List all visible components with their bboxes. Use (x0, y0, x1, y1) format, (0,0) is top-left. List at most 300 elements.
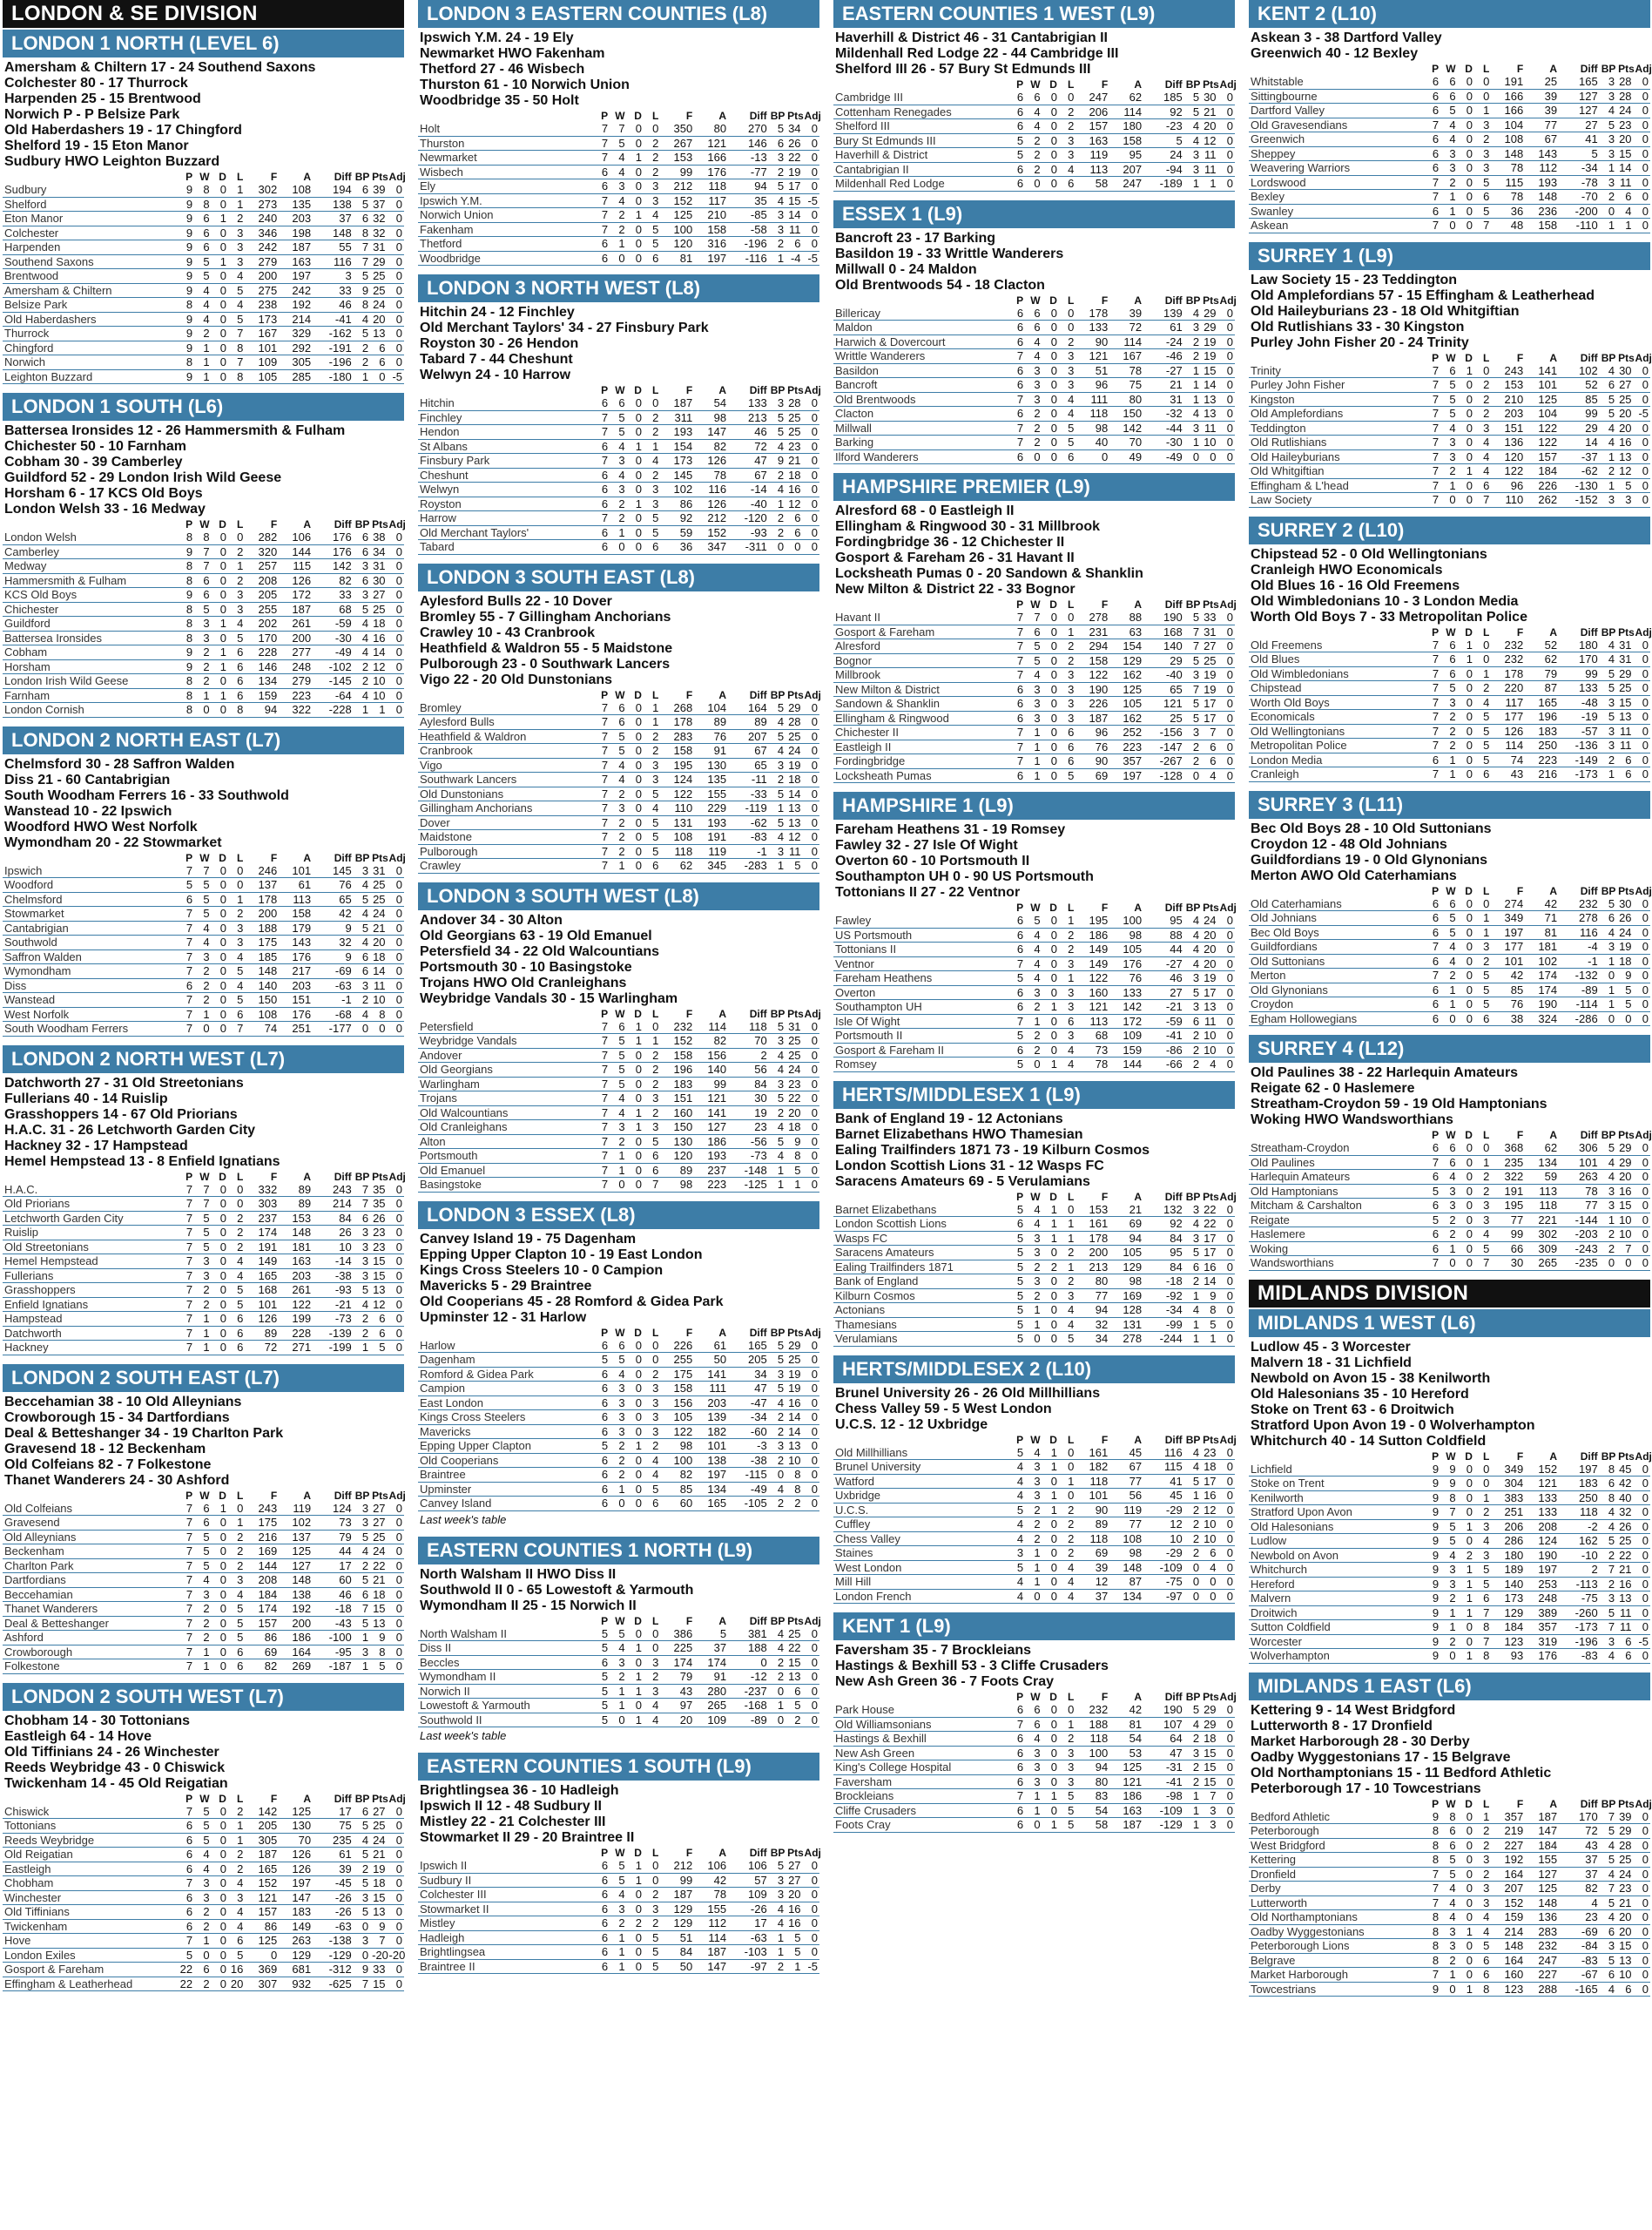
stat-cell: 7 (1424, 1867, 1440, 1882)
team-name: St Albans (418, 439, 593, 454)
stat-cell: 6 (1008, 697, 1025, 712)
stat-cell: 320 (245, 544, 279, 559)
stat-cell: 5 (178, 1948, 194, 1963)
stat-cell: 0 (1059, 611, 1075, 625)
team-name: Stoke on Trent (1249, 1477, 1424, 1491)
stat-cell: 122 (1525, 421, 1559, 436)
stat-cell: 2 (786, 1497, 802, 1511)
stat-cell: 0 (1201, 1589, 1217, 1604)
result-line: Deal & Betteshanger 34 - 19 Charlton Park (4, 1425, 284, 1441)
stat-cell: 27 (1616, 378, 1633, 393)
stat-cell: 5 (769, 815, 786, 830)
team-name: Havant II (833, 611, 1008, 625)
team-name: Heathfield & Waldron (418, 729, 593, 744)
stat-cell: 4 (228, 1905, 245, 1920)
table-row (418, 1641, 819, 1656)
result-line: Grasshoppers 14 - 67 Old Priorians (4, 1106, 238, 1122)
stat-cell: 6 (228, 1934, 245, 1949)
stat-cell: 4 (610, 758, 626, 773)
team-name: Writtle Wanderers (833, 349, 1008, 364)
stat-cell: 0 (388, 1007, 404, 1022)
stat-cell: 76 (1109, 971, 1143, 986)
stat-cell: 4 (354, 631, 370, 645)
stat-cell: 158 (660, 744, 694, 759)
stat-cell: 7 (194, 864, 211, 878)
stat-cell: 7 (1008, 1014, 1025, 1029)
stat-cell: 7 (1008, 1789, 1025, 1804)
column-header: W (615, 110, 625, 122)
team-name: Old Emanuel (418, 1163, 593, 1178)
column-header: W (1446, 1129, 1456, 1141)
stat-cell: 0 (1042, 162, 1059, 177)
table-row (1249, 911, 1650, 926)
stat-cell: 29 (1143, 653, 1184, 668)
stat-cell: 19 (786, 1382, 802, 1396)
result-line: Thanet Wanderers 24 - 30 Ashford (4, 1472, 230, 1488)
result-line: Ipswich II 12 - 48 Sudbury II (420, 1799, 602, 1814)
stat-cell: 6 (644, 1149, 660, 1164)
table-row (3, 298, 404, 313)
stat-cell: 0 (627, 1959, 644, 1974)
stat-cell: 7 (1424, 724, 1440, 739)
column-header (418, 1616, 593, 1627)
stat-cell: 7 (178, 1007, 194, 1022)
results-list (3, 57, 404, 172)
stat-cell: 113 (1075, 1014, 1109, 1029)
stat-cell: 159 (1491, 1910, 1525, 1925)
stat-cell: 200 (245, 269, 279, 284)
stat-cell: -30 (313, 631, 354, 645)
stat-cell: 8 (1600, 1463, 1616, 1477)
stat-cell: 1 (1025, 754, 1042, 769)
stat-cell: 68 (1075, 1029, 1109, 1044)
stat-cell: 148 (245, 964, 279, 979)
stat-cell: -85 (728, 208, 769, 223)
stat-cell: 1 (1458, 1591, 1474, 1606)
stat-cell: 6 (593, 1945, 610, 1960)
stat-cell: 16 (786, 1902, 802, 1916)
column-header (833, 1192, 1008, 1203)
stat-cell: 10 (1201, 1029, 1217, 1044)
table-header-row (418, 690, 819, 701)
team-name: Ludlow (1249, 1534, 1424, 1549)
stat-cell: 85 (1491, 983, 1525, 997)
result-line: Canvey Island 19 - 75 Dagenham (420, 1231, 637, 1247)
stat-cell: 7 (178, 1573, 194, 1588)
stat-cell: 121 (245, 1890, 279, 1905)
stat-cell: 122 (1075, 971, 1109, 986)
stat-cell: 4 (1440, 421, 1457, 436)
stat-cell: 0 (1458, 1477, 1474, 1491)
result-line: Thurston 61 - 10 Norwich Union (420, 78, 630, 92)
stat-cell: 119 (279, 1502, 313, 1516)
stat-cell: 9 (1440, 1463, 1457, 1477)
stat-cell: 0 (644, 1627, 660, 1641)
stat-cell: 190 (1075, 682, 1109, 697)
stat-cell: 278 (1559, 911, 1600, 926)
table-row (833, 697, 1235, 712)
results-list (418, 910, 819, 1009)
stat-cell: 1 (1440, 1605, 1457, 1620)
results-list (833, 228, 1235, 295)
column-header: D (1465, 884, 1473, 897)
stat-cell: -4 (1559, 940, 1600, 955)
stat-cell: 82 (313, 573, 354, 588)
stat-cell: 0 (627, 1655, 644, 1670)
stat-cell: 1 (1042, 1231, 1059, 1246)
table-header-row (1249, 64, 1650, 75)
column-header: F (1101, 1433, 1109, 1446)
stat-cell: 0 (1634, 392, 1650, 407)
stat-cell: 0 (627, 729, 644, 744)
stat-cell: 6 (178, 1919, 194, 1934)
stat-cell: 25 (786, 1048, 802, 1063)
stat-cell: 90 (1075, 334, 1109, 349)
stat-cell: 2 (769, 1105, 786, 1120)
stat-cell: 243 (245, 1502, 279, 1516)
stat-cell: 101 (245, 341, 279, 355)
column-header: Adj (1635, 63, 1652, 75)
stat-cell: 187 (1075, 711, 1109, 726)
stat-cell: 41 (1143, 1474, 1184, 1489)
stat-cell: 3 (1025, 1774, 1042, 1789)
stat-cell: 1 (1600, 1213, 1616, 1227)
stat-cell: 176 (279, 949, 313, 964)
league-section (1249, 242, 1650, 508)
result-line: Norwich P - P Belsize Park (4, 107, 180, 122)
stat-cell: 1 (228, 1819, 245, 1834)
table-row (1249, 1256, 1650, 1271)
table-row (418, 497, 819, 511)
table-row (1249, 1824, 1650, 1839)
team-name: Crowborough (3, 1645, 178, 1659)
stat-cell: 4 (769, 439, 786, 454)
stat-cell: 2 (1474, 1505, 1491, 1520)
team-name: Letchworth Garden City (3, 1211, 178, 1226)
stat-cell: 0 (212, 964, 228, 979)
stat-cell: 0 (627, 1395, 644, 1410)
column-header: BP (770, 688, 786, 701)
league-section (1249, 0, 1650, 233)
stat-cell: 79 (313, 1530, 354, 1544)
stat-cell: 1 (610, 1149, 626, 1164)
stat-cell: 0 (1458, 940, 1474, 955)
stat-cell: 0 (1042, 668, 1059, 683)
table-header-row (3, 1794, 404, 1805)
stat-cell: 4 (610, 1888, 626, 1902)
table-header-row (1249, 1130, 1650, 1141)
stat-cell: 6 (354, 1587, 370, 1602)
stat-cell: 182 (694, 1424, 728, 1439)
stat-cell: 133 (1559, 681, 1600, 696)
stat-cell: 6 (354, 544, 370, 559)
team-name: Hitchin (418, 396, 593, 410)
stat-cell: 0 (803, 396, 819, 410)
stat-cell: 5 (1600, 118, 1616, 132)
result-line: Chichester 50 - 10 Farnham (4, 439, 186, 454)
stat-cell: 117 (694, 193, 728, 208)
stat-cell: 6 (644, 540, 660, 555)
stat-cell: 3 (194, 1587, 211, 1602)
stat-cell: 142 (245, 1805, 279, 1819)
stat-cell: 0 (1458, 1968, 1474, 1983)
stat-cell: 0 (627, 122, 644, 136)
stat-cell: 43 (1491, 767, 1525, 782)
column-header: P (1016, 1691, 1024, 1703)
stat-cell: 144 (279, 544, 313, 559)
stat-cell: 7 (1424, 652, 1440, 667)
stat-cell: 9 (1424, 1463, 1440, 1477)
stat-cell: 4 (228, 1254, 245, 1269)
column-header: F (1516, 1129, 1524, 1141)
stat-cell: 4 (1440, 940, 1457, 955)
stat-cell: 0 (803, 815, 819, 830)
stat-cell: 4 (1600, 436, 1616, 450)
table-row (418, 1105, 819, 1120)
stat-cell: 66 (1491, 1241, 1525, 1256)
stat-cell: 165 (694, 1497, 728, 1511)
stat-cell: 6 (1616, 1982, 1633, 1997)
stat-cell: 1 (610, 1684, 626, 1699)
table-row (833, 1774, 1235, 1789)
stat-cell: 6 (178, 1905, 194, 1920)
stat-cell: -48 (1559, 695, 1600, 710)
stat-cell: 4 (1440, 1882, 1457, 1896)
stat-cell: 0 (1458, 1199, 1474, 1213)
team-name: Wanstead (3, 993, 178, 1008)
stat-cell: 1 (194, 688, 211, 703)
stat-cell: 226 (1525, 478, 1559, 493)
stat-cell: 3 (1600, 146, 1616, 161)
stat-cell: 130 (279, 1819, 313, 1834)
stat-cell: 0 (1218, 914, 1235, 928)
stat-cell: 274 (1491, 897, 1525, 911)
column-header: L (1068, 78, 1075, 91)
stat-cell: 166 (1491, 104, 1525, 118)
stat-cell: 2 (1025, 436, 1042, 450)
team-name: Old Amplefordians (1249, 407, 1424, 422)
stat-cell: 3 (354, 1240, 370, 1254)
table-row (3, 588, 404, 603)
stat-cell: 4 (769, 744, 786, 759)
team-name: Old Colfeians (3, 1502, 178, 1516)
stat-cell: 2 (1600, 1577, 1616, 1591)
table-row (833, 1575, 1235, 1590)
stat-cell: 152 (1491, 1896, 1525, 1910)
stat-cell: 125 (279, 1544, 313, 1559)
table-row (3, 688, 404, 703)
table-row (833, 1231, 1235, 1246)
team-name: Maldon (833, 321, 1008, 335)
stat-cell: 23 (1616, 118, 1633, 132)
stat-cell: -41 (1143, 1029, 1184, 1044)
stat-cell: 381 (728, 1627, 769, 1641)
stat-cell: 0 (1634, 739, 1650, 753)
table-row (3, 1211, 404, 1226)
result-line: Battersea Ironsides 12 - 26 Hammersmith & Fulham (4, 423, 346, 438)
result-line: Chipstead 52 - 0 Old Wellingtonians (1251, 546, 1487, 562)
stat-cell: 5 (610, 1353, 626, 1368)
stat-cell: 203 (279, 978, 313, 993)
team-name: Campion (418, 1382, 593, 1396)
stat-cell: 0 (1634, 1477, 1650, 1491)
stat-cell: 6 (610, 715, 626, 730)
stat-cell: -97 (728, 1959, 769, 1974)
table-row (418, 815, 819, 830)
standings-table (1249, 64, 1650, 233)
result-line: Chess Valley 59 - 5 West London (835, 1401, 1052, 1416)
stat-cell: 6 (228, 1341, 245, 1355)
stat-cell: 6 (593, 1410, 610, 1425)
column-header: P (601, 384, 609, 396)
stat-cell: 50 (694, 1353, 728, 1368)
stat-cell: 21 (370, 1848, 387, 1862)
stat-cell: 206 (1491, 1519, 1525, 1534)
stat-cell: 0 (769, 540, 786, 555)
stat-cell: 2 (228, 1211, 245, 1226)
stat-cell: 2 (610, 844, 626, 859)
team-name: Norwich Union (418, 208, 593, 223)
stat-cell: 2 (1059, 1531, 1075, 1546)
stat-cell: 7 (593, 122, 610, 136)
stat-cell: 5 (194, 1805, 211, 1819)
stat-cell: 4 (1600, 1505, 1616, 1520)
stat-cell: 1 (610, 237, 626, 252)
stat-cell: 24 (786, 744, 802, 759)
stat-cell: 98 (1109, 928, 1143, 943)
team-name: Old Johnians (1249, 911, 1424, 926)
stat-cell: 1 (1474, 666, 1491, 681)
team-name: Belsize Park (3, 298, 178, 313)
stat-cell: 0 (212, 327, 228, 341)
stat-cell: 123 (1491, 1982, 1525, 1997)
team-name: London Scottish Lions (833, 1217, 1008, 1232)
stat-cell: 1 (769, 1699, 786, 1713)
stat-cell: 76 (1491, 997, 1525, 1012)
stat-cell: 25 (786, 729, 802, 744)
stat-cell: 22 (1201, 1217, 1217, 1232)
league-title: LONDON 2 NORTH EAST (L7) (3, 726, 404, 754)
stat-cell: 0 (388, 1862, 404, 1876)
column-header: Adj (804, 1007, 821, 1020)
table-row (418, 1945, 819, 1960)
stat-cell: 31 (370, 559, 387, 574)
team-name: Eton Manor (3, 212, 178, 226)
stat-cell: 0 (1042, 1774, 1059, 1789)
stat-cell: 26 (786, 136, 802, 151)
stat-cell: 205 (728, 1353, 769, 1368)
stat-cell: 119 (694, 844, 728, 859)
table-row (1249, 753, 1650, 767)
stat-cell: 0 (228, 1197, 245, 1212)
table-row (833, 105, 1235, 119)
stat-cell: 8 (370, 1645, 387, 1659)
stat-cell: 5 (354, 1573, 370, 1588)
table-row (3, 1659, 404, 1674)
stat-cell: 5 (644, 815, 660, 830)
stat-cell: 0 (803, 1916, 819, 1931)
stat-cell: 7 (354, 1977, 370, 1991)
table-row (3, 659, 404, 674)
column-1 (3, 0, 404, 2230)
stat-cell: 316 (694, 237, 728, 252)
stat-cell: 2 (1025, 1260, 1042, 1274)
stat-cell: 6 (1025, 307, 1042, 321)
stat-cell: 114 (1491, 739, 1525, 753)
stat-cell: 65 (1143, 682, 1184, 697)
stat-cell: 12 (1143, 1517, 1184, 1532)
stat-cell: 2 (354, 674, 370, 689)
stat-cell: 197 (694, 1468, 728, 1483)
stat-cell: 61 (694, 1339, 728, 1353)
stat-cell: 2 (610, 1468, 626, 1483)
stat-cell: -128 (1143, 768, 1184, 783)
stat-cell: 13 (786, 801, 802, 816)
stat-cell: 6 (194, 573, 211, 588)
column-header: A (718, 1007, 727, 1020)
results-list (833, 1640, 1235, 1692)
stat-cell: 7 (354, 240, 370, 255)
stat-cell: 0 (1458, 724, 1474, 739)
table-row (3, 559, 404, 574)
stat-cell: 158 (1075, 653, 1109, 668)
stat-cell: 0 (388, 283, 404, 298)
stat-cell: 2 (644, 136, 660, 151)
result-line: Old Colfeians 82 - 7 Folkestone (4, 1456, 212, 1472)
stat-cell: 19 (786, 1367, 802, 1382)
stat-cell: -196 (1559, 1634, 1600, 1649)
column-header: P (1432, 1450, 1440, 1463)
stat-cell: -67 (1559, 1968, 1600, 1983)
table-row (833, 625, 1235, 639)
stat-cell: 127 (279, 1558, 313, 1573)
stat-cell: 7 (178, 1297, 194, 1312)
league-section (1249, 517, 1650, 782)
stat-cell: 5 (1440, 104, 1457, 118)
stat-cell: 152 (660, 193, 694, 208)
stat-cell: 0 (388, 327, 404, 341)
stat-cell: 227 (1491, 1838, 1525, 1853)
column-header: Diff (1164, 902, 1183, 914)
stat-cell: -13 (728, 151, 769, 166)
column-header: A (303, 518, 312, 530)
stat-cell: 0 (627, 801, 644, 816)
team-name: Lordswood (1249, 175, 1424, 190)
stat-cell: 31 (786, 1020, 802, 1034)
stat-cell: 2 (354, 1558, 370, 1573)
result-line: Southampton UH 0 - 90 US Portsmouth (835, 869, 1094, 884)
stat-cell: 5 (1600, 897, 1616, 911)
table-row (1249, 1241, 1650, 1256)
column-header: Adj (388, 1792, 406, 1805)
stat-cell: 26 (1616, 1519, 1633, 1534)
stat-cell: 322 (279, 703, 313, 718)
stat-cell: 3 (1184, 726, 1201, 740)
stat-cell: 30 (1616, 897, 1633, 911)
column-header: BP (354, 518, 370, 530)
stat-cell: 0 (388, 1341, 404, 1355)
result-line: Old Georgians 63 - 19 Old Emanuel (420, 928, 652, 943)
stat-cell: 40 (1616, 1490, 1633, 1505)
stat-cell: 0 (803, 830, 819, 845)
stat-cell: 2 (644, 1048, 660, 1063)
table-row (1249, 364, 1650, 378)
stat-cell: 0 (803, 1424, 819, 1439)
stat-cell: 24 (1143, 148, 1184, 163)
table-row (833, 1446, 1235, 1460)
stat-cell: 141 (694, 1367, 728, 1382)
stat-cell: 2 (228, 212, 245, 226)
